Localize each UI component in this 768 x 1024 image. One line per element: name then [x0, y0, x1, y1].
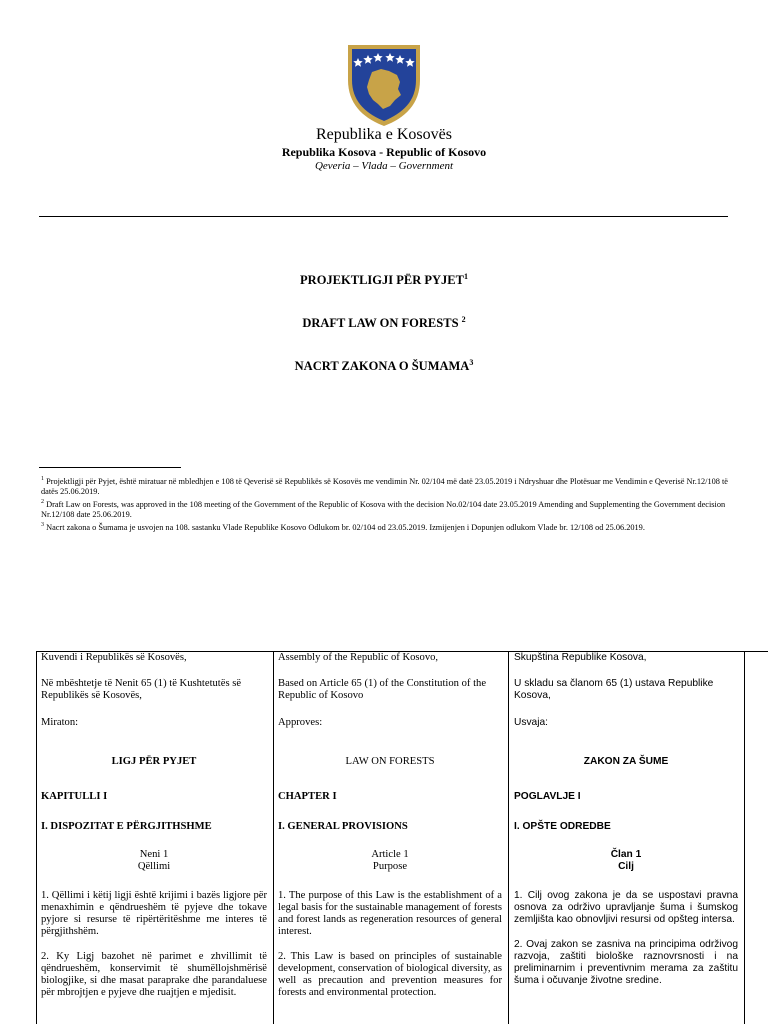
chapter-heading: POGLAVLJE I: [514, 791, 581, 802]
paragraph-1: 1. The purpose of this Law is the establishment of a legal basis for the sustainable management of forests and forest lands as regeneration resources of general interest.: [278, 890, 502, 937]
paragraph-2: 2. This Law is based on principles of sustainable development, conservation of biological diversity, as well as precaution and prevention measures for forests and environmental protection.: [278, 951, 502, 998]
assembly-text: Assembly of the Republic of Kosovo,: [278, 652, 439, 663]
article-name: Qëllimi: [137, 861, 171, 872]
column-albanian: [41, 652, 267, 999]
section-heading: I. DISPOZITAT E PËRGJITHSHME: [41, 821, 212, 832]
chapter-heading: KAPITULLI I: [41, 791, 108, 802]
assembly-text: Skupština Republike Kosova,: [514, 652, 647, 663]
paragraph-1: 1. Cilj ovog zakona je da se uspostavi pravna osnova za održivo upravljanje šuma i šumskog zemljišta kao obnovljivi resursi od opšteg intersa.: [514, 890, 738, 925]
article-number: Article 1: [371, 849, 409, 860]
republic-name: Republika e Kosovës: [316, 126, 452, 143]
republic-name-multilingual: Republika Kosova - Republic of Kosovo: [281, 145, 487, 159]
section-heading: I. GENERAL PROVISIONS: [278, 821, 408, 832]
table-column-divider-2: [508, 651, 509, 1024]
paragraph-2: 2. Ovaj zakon se zasniva na principima održivog razvoja, zaštiti biološke raznovrsnosti i na preliminarnim i preventivnim merama za zaštitu šuma i očuvanje životne sredine.: [514, 939, 738, 986]
approves-text: Miraton:: [41, 717, 79, 728]
title-serbian: NACRT ZAKONA O ŠUMAMA$^3$: [294, 358, 474, 374]
coat-of-arms-emblem: [345, 42, 423, 128]
table-column-divider-1: [273, 651, 274, 1024]
section-heading: I. OPŠTE ODREDBE: [514, 821, 611, 832]
footnotes: [41, 474, 731, 533]
law-title: LAW ON FORESTS: [345, 756, 435, 767]
footnote-2: $^2$ Draft Law on Forests, was approved in the 108 meeting of the Government of the Republic of Kosova with the decision No.02/104 date 23.05.2019 Amending and Supplementing the Government decision Nr.12/108 date 25.06.2019.: [41, 498, 726, 519]
article-number: Neni 1: [139, 849, 169, 860]
table-column-divider-3: [744, 651, 745, 1024]
article-number: Član 1: [610, 849, 642, 860]
paragraph-1: 1. Qëllimi i këtij ligji është krijimi i bazës ligjore për menaxhimin e qëndrueshëm të pyjeve dhe tokave pyjore si resurse të ripërtëritëshme me interes të përgjithshëm.: [41, 890, 267, 937]
column-serbian: [514, 652, 738, 987]
basis-text: U skladu sa članom 65 (1) ustava Republike Kosova,: [514, 678, 714, 701]
footnote-3: $^3$ Nacrt zakona o Šumama je usvojen na 108. sastanku Vlade Republike Kosovo Odlukom br. 02/104 od 23.05.2019. Izmijenjen i Dopunjen odlukom Vlade br. 12/108 od 25.06.2019.: [41, 521, 645, 532]
header-divider: [39, 216, 728, 217]
title-english: DRAFT LAW ON FORESTS $^2$: [302, 315, 466, 331]
law-title: ZAKON ZA ŠUME: [583, 756, 669, 767]
assembly-text: Kuvendi i Republikës së Kosovës,: [41, 652, 187, 663]
government-label: Qeveria – Vlada – Government: [314, 160, 454, 172]
article-name: Cilj: [618, 861, 634, 872]
article-name: Purpose: [372, 861, 408, 872]
approves-text: Usvaja:: [514, 717, 548, 728]
approves-text: Approves:: [278, 717, 323, 728]
table-border-left: [36, 651, 37, 1024]
footnote-separator: [39, 467, 181, 468]
footnote-1: $^1$ Projektligji për Pyjet, është miratuar në mbledhjen e 108 të Qeverisë së Republikës së Kosovës me vendimin Nr. 02/104 më datë 23.05.2019 i Ndryshuar dhe Plotësuar me Vendimin e Qeverisë Nr.12/108 të datës 25.06.2019.: [41, 476, 728, 496]
title-albanian: PROJEKTLIGJI PËR PYJET$^1$: [300, 272, 468, 288]
chapter-heading: CHAPTER I: [278, 791, 337, 802]
column-english: [278, 652, 502, 999]
law-title: LIGJ PËR PYJET: [111, 756, 197, 767]
basis-text: Në mbështetje të Nenit 65 (1) të Kushtetutës së Republikës së Kosovës,: [41, 678, 242, 701]
paragraph-2: 2. Ky Ligj bazohet në parimet e zhvillimit të qëndrueshëm, konservimit të shumëllojshmërisë biologjike, si dhe masat paraprake dhe parandaluese për mbrojtjen e pyjeve dhe ruajtjen e mjedisit.: [41, 951, 267, 998]
basis-text: Based on Article 65 (1) of the Constitution of the Republic of Kosovo: [278, 678, 487, 701]
